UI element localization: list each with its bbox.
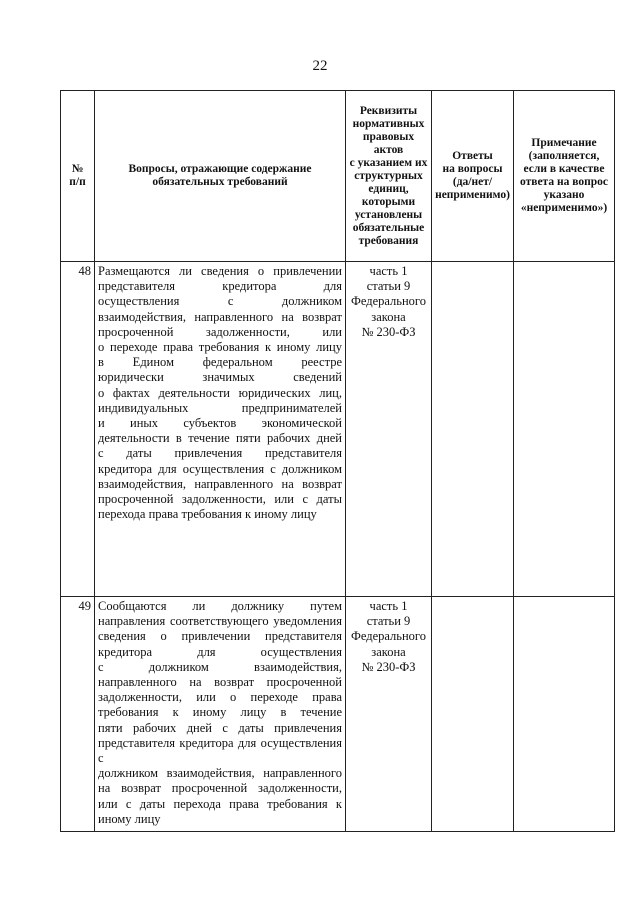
header-note-line: «неприменимо») xyxy=(520,202,608,214)
header-requisites-line: требования xyxy=(358,234,419,247)
question-cell xyxy=(95,262,346,597)
requisites-line: № 230-ФЗ xyxy=(361,324,416,339)
header-requisites-line: которыми xyxy=(361,195,416,208)
page-number: 22 xyxy=(312,58,328,74)
header-answers-line: Ответы xyxy=(452,150,493,162)
header-requisites xyxy=(346,91,432,262)
question-line: о фактах деятельности юридических лиц, xyxy=(98,385,342,400)
question-line: требования к иному лицу в течение xyxy=(98,705,342,720)
requisites-line: Федерального xyxy=(350,294,427,309)
requisites-line: часть 1 xyxy=(369,264,408,278)
question-line: пяти рабочих дней с даты привлечения xyxy=(98,720,342,735)
header-answers-line: неприменимо) xyxy=(435,189,510,201)
question-line: перехода права требования к иному лицу xyxy=(98,507,317,522)
question-line: Размещаются ли сведения о привлечении xyxy=(98,264,342,278)
question-line: просроченной задолженности, или с даты xyxy=(98,492,342,507)
question-cell xyxy=(95,597,346,832)
header-questions-line: обязательных требований xyxy=(152,176,288,188)
question-line: и иных субъектов экономической xyxy=(98,416,342,431)
header-questions-line: Вопросы, отражающие содержание xyxy=(128,163,312,175)
header-note-line: если в качестве xyxy=(523,163,605,175)
answer-cell[interactable] xyxy=(432,262,514,597)
question-line: направленного на возврат просроченной xyxy=(98,675,342,690)
table-header-row xyxy=(61,91,615,262)
question-line: юридически значимых сведений xyxy=(98,370,342,385)
question-line: осуществления с должником xyxy=(98,294,342,309)
requisites-line: № 230-ФЗ xyxy=(361,659,416,674)
header-requisites-line: нормативных xyxy=(352,117,425,130)
requisites-cell xyxy=(346,262,432,597)
question-line: задолженности, или о переходе права xyxy=(98,690,342,705)
header-requisites-line: обязательные xyxy=(352,221,425,234)
answer-cell[interactable] xyxy=(432,597,514,832)
header-note-line: Примечание xyxy=(531,137,597,149)
row-number: 49 xyxy=(61,597,95,832)
question-line: с даты привлечения представителя xyxy=(98,446,342,461)
row-number: 48 xyxy=(61,262,95,597)
requisites-line: закона xyxy=(371,644,406,659)
header-requisites-line: Реквизиты xyxy=(359,104,418,117)
requisites-line: закона xyxy=(371,309,406,324)
question-line: просроченной задолженности, или xyxy=(98,324,342,339)
question-line: Сообщаются ли должнику путем xyxy=(98,599,342,613)
requirements-table xyxy=(60,90,615,832)
question-line: взаимодействия, направленного на возврат xyxy=(98,309,342,324)
question-line: иному лицу xyxy=(98,811,161,826)
header-number-line: п/п xyxy=(69,176,86,188)
header-requisites-line: единиц, xyxy=(368,182,409,195)
table-row xyxy=(61,597,615,832)
question-line: направления соответствующего уведомления xyxy=(98,614,342,629)
table-row xyxy=(61,262,615,597)
question-line: должником взаимодействия, направленного xyxy=(98,766,342,781)
question-line: кредитора для осуществления с должником xyxy=(98,461,342,476)
question-line: на возврат просроченной задолженности, xyxy=(98,781,342,796)
requisites-cell xyxy=(346,597,432,832)
header-answers xyxy=(432,91,514,262)
header-answers-line: (да/нет/ xyxy=(452,176,493,188)
question-line: кредитора для осуществления xyxy=(98,644,342,659)
header-requisites-line: с указанием их xyxy=(349,156,428,169)
question-line: деятельности в течение пяти рабочих дней xyxy=(98,431,342,446)
question-line: взаимодействия, направленного на возврат xyxy=(98,476,342,491)
question-line: индивидуальных предпринимателей xyxy=(98,400,342,415)
question-line: в Едином федеральном реестре xyxy=(98,355,342,370)
requisites-line: статьи 9 xyxy=(366,279,411,294)
requisites-line: статьи 9 xyxy=(366,614,411,629)
note-cell[interactable] xyxy=(514,597,615,832)
header-requisites-line: структурных xyxy=(354,169,423,182)
header-note-line: (заполняется, xyxy=(528,150,600,162)
question-line: представителя кредитора для осуществления с xyxy=(98,735,342,766)
question-line: или с даты перехода права требования к xyxy=(98,796,342,811)
question-line: с должником взаимодействия, xyxy=(98,659,342,674)
question-line: представителя кредитора для xyxy=(98,279,342,294)
header-note-line: ответа на вопрос xyxy=(520,176,608,188)
header-number-line: № xyxy=(71,163,84,175)
header-requisites-line: правовых xyxy=(362,130,415,143)
header-requisites-line: установлены xyxy=(354,208,423,221)
note-cell[interactable] xyxy=(514,262,615,597)
requisites-line: часть 1 xyxy=(369,599,408,613)
header-answers-line: на вопросы xyxy=(442,163,503,175)
question-line: сведения о привлечении представителя xyxy=(98,629,342,644)
header-note xyxy=(514,91,615,262)
header-number xyxy=(61,91,95,262)
header-note-line: указано xyxy=(543,189,585,201)
header-questions xyxy=(95,91,346,262)
requisites-line: Федерального xyxy=(350,629,427,644)
question-line: о переходе права требования к иному лицу xyxy=(98,340,342,355)
header-requisites-line: актов xyxy=(373,143,404,156)
